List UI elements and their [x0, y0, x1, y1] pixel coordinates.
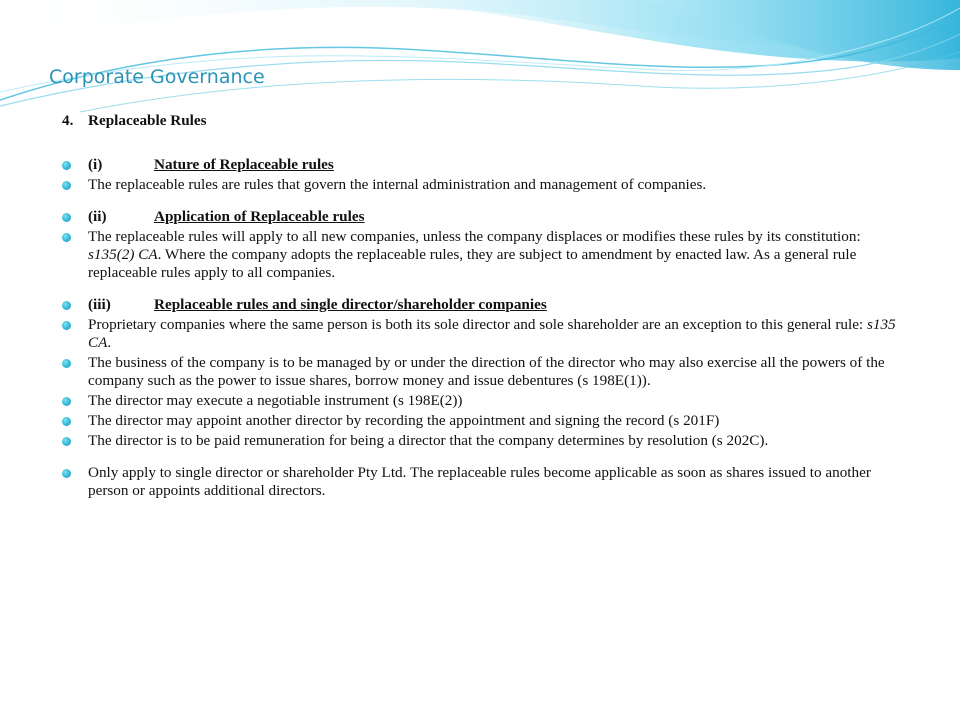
subheading-title: Replaceable rules and single director/shareholder companies	[154, 296, 547, 313]
subheading-application	[88, 208, 907, 226]
paragraph-text: The director may execute a negotiable instrument (s 198E(2))	[88, 392, 463, 409]
paragraph-text: Only apply to single director or shareholder Pty Ltd. The replaceable rules become applicable as soon as shares issued to another person or appoints additional directors.	[88, 464, 871, 499]
subheading-number: (iii)	[88, 296, 111, 313]
bullet-icon	[62, 233, 71, 242]
bullet-icon	[62, 321, 71, 330]
subheading-number: (ii)	[88, 208, 107, 225]
paragraph-text	[88, 228, 907, 282]
bullet-icon	[62, 417, 71, 426]
list-item	[62, 156, 907, 174]
statute-reference: s135 CA	[88, 316, 896, 351]
subheading-single-director	[88, 296, 907, 314]
list-item	[62, 354, 907, 390]
text-run: .	[107, 334, 112, 351]
section-number: 4.	[62, 112, 74, 129]
list-item	[62, 464, 907, 500]
list-item	[62, 176, 907, 194]
paragraph-text	[88, 316, 907, 352]
statute-reference: s135(2) CA	[88, 246, 158, 263]
list-item	[62, 316, 907, 352]
subheading-title: Application of Replaceable rules	[154, 208, 365, 225]
bullet-icon	[62, 213, 71, 222]
text-run: Proprietary companies where the same person is both its sole director and sole shareholder are an exception to this general rule:	[88, 316, 867, 333]
subheading-title: Nature of Replaceable rules	[154, 156, 334, 173]
list-item	[62, 208, 907, 226]
paragraph-text: The replaceable rules are rules that govern the internal administration and management of companies.	[88, 176, 707, 193]
bullet-icon	[62, 397, 71, 406]
slide-title: Corporate Governance	[49, 66, 265, 88]
header-wave-decoration	[0, 0, 960, 115]
list-item	[62, 392, 907, 410]
bullet-icon	[62, 469, 71, 478]
bullet-icon	[62, 181, 71, 190]
bullet-icon	[62, 161, 71, 170]
text-run: The replaceable rules will apply to all new companies, unless the company displaces or modifies these rules by its constitution:	[88, 228, 861, 245]
section-heading	[62, 112, 907, 130]
list-item	[62, 296, 907, 314]
list-item	[62, 432, 907, 450]
section-title: Replaceable Rules	[88, 112, 207, 129]
paragraph-text: The business of the company is to be managed by or under the direction of the director who may also exercise all the powers of the company such as the power to issue shares, borrow money and issue debentures (s 198E(1)).	[88, 354, 885, 389]
bullet-icon	[62, 359, 71, 368]
subheading-nature	[88, 156, 907, 174]
subheading-number: (i)	[88, 156, 103, 173]
bullet-icon	[62, 301, 71, 310]
slide-content	[62, 112, 907, 502]
bullet-list	[62, 156, 907, 500]
paragraph-text: The director is to be paid remuneration for being a director that the company determines by resolution (s 202C).	[88, 432, 769, 449]
bullet-icon	[62, 437, 71, 446]
list-item	[62, 412, 907, 430]
paragraph-text: The director may appoint another director by recording the appointment and signing the record (s 201F)	[88, 412, 720, 429]
text-run: . Where the company adopts the replaceable rules, they are subject to amendment by enacted law. As a general rule replaceable rules apply to all companies.	[88, 246, 857, 281]
list-item	[62, 228, 907, 282]
